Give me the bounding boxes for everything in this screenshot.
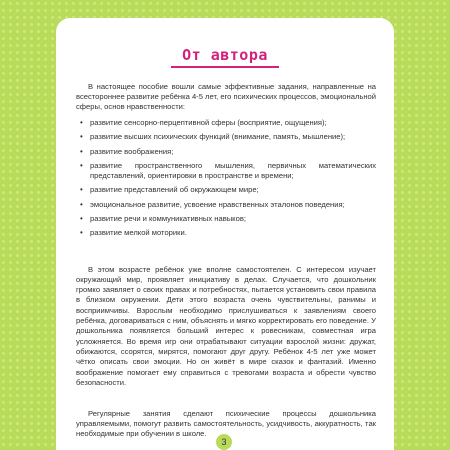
intro-paragraph: В настоящее пособие вошли самые эффективные задания, направленные на всестороннее развитие ребёнка 4-5 лет, его психических процессов, эмоциональной сферы, основ нравственности: (76, 81, 376, 112)
list-item-text: развитие мелкой моторики. (90, 228, 187, 238)
list-item-text: развитие воображения; (90, 146, 174, 156)
list-item (76, 118, 376, 128)
list-item-text: развитие представлений об окружающем мире; (90, 185, 259, 195)
bullet-icon: • (80, 146, 83, 156)
bullet-icon: • (80, 228, 83, 238)
list-item (76, 132, 376, 142)
list-item-text: развитие сенсорно-перцептивной сферы (восприятие, ощущения); (90, 118, 327, 127)
page-title: От автора (182, 46, 268, 64)
bullet-icon: • (80, 185, 83, 195)
page-sheet (56, 18, 394, 450)
bullet-icon: • (80, 132, 83, 142)
list-item-text: развитие пространственного мышления, первичных математических представлений, ориентировки в пространстве и времени; (90, 160, 376, 181)
list-item-text: эмоциональное развитие, усвоение нравственных эталонов поведения; (90, 199, 345, 209)
skills-list (76, 118, 376, 243)
list-item (76, 147, 376, 157)
body-paragraph: В этом возрасте ребёнок уже вполне самостоятелен. С интересом изучает окружающий мир, проявляет инициативу в делах. Случается, что дошкольник громко заявляет о своих правах и потребностях, пытается установить свои правила в близком окружении. Дети этого возраста очень чувствительны, ранимы и восприимчивы. Взрослым необходимо прислушиваться к заявлениям своего ребёнка, договариваться с ним, объяснять и мягко корректировать его поведение. У дошкольника появляется больший интерес к ровесникам, совместная игра усложняется. Во время игр они отрабатывают ситуации взрослой жизни: дружат, обижаются, ссорятся, мирятся, помогают друг другу. Ребёнок 4-5 лет уже может чётко описать свои эмоции. Но он живёт в мире сказок и фантазий. Именно воображение помогает ему справиться с тревогами возраста и обрести чувство безопасности. (76, 264, 376, 387)
bullet-icon: • (80, 160, 83, 170)
closing-paragraph: Регулярные занятия сделают психические процессы дошкольника управляемыми, помогут развить самостоятельность, усидчивость, аккуратность, так необходимые при обучении в школе. (76, 408, 376, 439)
list-item-text: развитие речи и коммуникативных навыков; (90, 214, 246, 224)
bullet-icon: • (80, 214, 83, 224)
bullet-icon: • (80, 199, 83, 209)
list-item (76, 161, 376, 182)
list-item (76, 228, 376, 238)
title-underline (171, 66, 279, 68)
list-item (76, 214, 376, 224)
bullet-icon: • (80, 118, 83, 127)
list-item (76, 200, 376, 210)
list-item (76, 185, 376, 195)
list-item-text: развитие высших психических функций (внимание, память, мышление); (90, 132, 346, 142)
page-number: 3 (216, 434, 232, 450)
